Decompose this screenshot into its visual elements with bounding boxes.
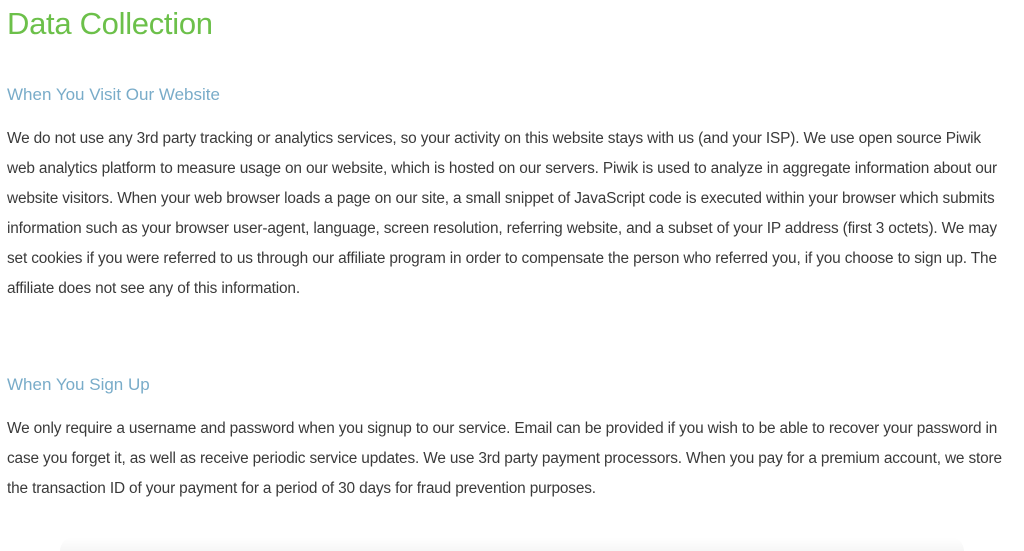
page-title: Data Collection <box>7 6 213 41</box>
section-heading-visit-website: When You Visit Our Website <box>7 85 220 104</box>
section-body-sign-up: We only require a username and password when you signup to our service. Email can be provided if you wish to be able to recover your password in case you forget it, as well as receive periodic service updates. We use 3rd party payment processors. When you pay for a premium account, we store the transaction ID of your payment for a period of 30 days for fraud prevention purposes. <box>7 420 1002 497</box>
bottom-shadow-divider <box>60 537 964 551</box>
section-heading-sign-up: When You Sign Up <box>7 375 150 394</box>
section-body-visit-website: We do not use any 3rd party tracking or analytics services, so your activity on this website stays with us (and your ISP). We use open source Piwik web analytics platform to measure usage on our website, which is hosted on our servers. Piwik is used to analyze in aggregate information about our website visitors. When your web browser loads a page on our site, a small snippet of JavaScript code is executed within your browser which submits information such as your browser user-agent, language, screen resolution, referring website, and a subset of your IP address (first 3 octets). We may set cookies if you were referred to us through our affiliate program in order to compensate the person who referred you, if you choose to sign up. The affiliate does not see any of this information. <box>7 130 997 297</box>
